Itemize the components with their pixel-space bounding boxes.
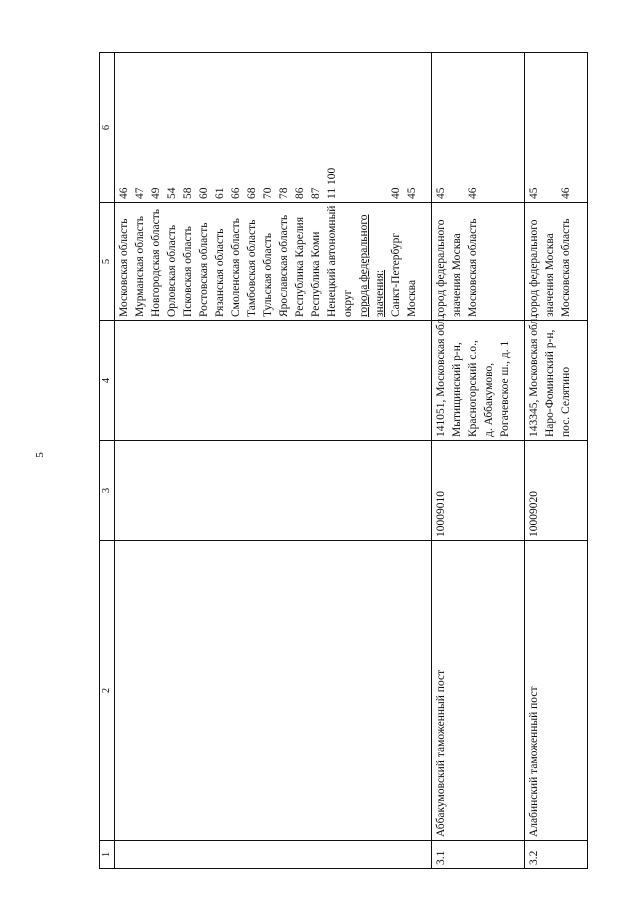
region-name: Псковская область	[182, 226, 194, 317]
table-row	[432, 53, 525, 869]
cell-region-codes	[525, 53, 588, 203]
region-name: Московская область	[467, 218, 479, 317]
region-code: 45	[406, 187, 418, 199]
region-name: Республика Карелия	[294, 216, 306, 317]
cell-region-codes	[115, 53, 432, 203]
region-code: 45	[435, 187, 447, 199]
address-line: д. Аббакумово,	[483, 362, 495, 437]
cell-code: 10009020	[525, 441, 588, 541]
header-col-5: 5	[100, 203, 115, 321]
header-col-6: 6	[100, 53, 115, 203]
cell-regions	[525, 203, 588, 321]
region-name: Новгородская область	[150, 208, 162, 317]
region-name: город федерального	[435, 219, 447, 317]
region-code: 60	[198, 187, 210, 199]
header-col-3: 3	[100, 441, 115, 541]
table-header-row	[100, 53, 115, 869]
cell-name: Алабинский таможенный пост	[525, 541, 588, 841]
region-name: Мурманская область	[134, 215, 146, 317]
region-code: 86	[294, 187, 306, 199]
spacer	[372, 56, 388, 199]
federal-cities-heading: города федерального	[358, 214, 370, 317]
region-name: Ярославская область	[278, 214, 290, 317]
cell-code: 10009010	[432, 441, 525, 541]
cell-region-codes	[432, 53, 525, 203]
spacer	[356, 56, 372, 199]
region-name: Орловская область	[166, 224, 178, 317]
address-line: Красногорский с.о.,	[467, 340, 479, 437]
address-line: Рогачевское ш., д. 1	[499, 340, 511, 437]
region-name: Москва	[406, 279, 418, 317]
region-code: 47	[134, 187, 146, 199]
region-code: 58	[182, 187, 194, 199]
region-code: 11 100	[326, 167, 338, 199]
cell-name: Аббакумовский таможенный пост	[432, 541, 525, 841]
address-line: 141051, Московская обл.,	[435, 312, 447, 437]
cell-address	[525, 312, 588, 441]
region-code: 45	[528, 187, 540, 199]
customs-posts-table	[99, 52, 588, 869]
spacer	[449, 56, 465, 199]
region-code: 49	[150, 187, 162, 199]
region-name: Ненецкий автономный	[326, 205, 338, 317]
address-line: Наро-Фоминский р-н,	[544, 329, 556, 437]
region-name: Московская область	[560, 218, 572, 317]
region-name: город федерального	[528, 219, 540, 317]
region-code: 66	[230, 187, 242, 199]
region-code: 54	[166, 187, 178, 199]
cell-num: 3.1	[432, 841, 525, 869]
region-code: 46	[467, 187, 479, 199]
region-name: Санкт-Петербург	[390, 232, 402, 317]
address-line: пос. Селятино	[560, 366, 572, 437]
address-line: Мытищинский р-н,	[451, 342, 463, 437]
header-col-1: 1	[100, 841, 115, 869]
region-name: Тамбовская область	[246, 219, 258, 317]
spacer	[542, 56, 558, 199]
region-name: значения Москва	[544, 233, 556, 317]
customs-posts-table-sheet	[99, 53, 593, 869]
region-name: Тульская область	[262, 233, 274, 317]
region-name: округ	[342, 289, 354, 317]
region-name: Ростовская область	[198, 222, 210, 317]
cell-address	[432, 312, 525, 441]
header-col-2: 2	[100, 541, 115, 841]
region-name: Рязанская область	[214, 228, 226, 317]
header-col-4: 4	[100, 321, 115, 441]
region-code: 68	[246, 187, 258, 199]
region-code: 70	[262, 187, 274, 199]
region-code: 61	[214, 187, 226, 199]
page-number: 5	[34, 452, 46, 458]
spacer	[340, 56, 356, 199]
region-name: Московская область	[118, 218, 130, 317]
region-name: значения Москва	[451, 233, 463, 317]
cell-num: 3.2	[525, 841, 588, 869]
table-row-continued	[115, 53, 432, 869]
cell-regions	[115, 203, 432, 321]
federal-cities-heading: значения:	[374, 269, 386, 317]
table-row	[525, 53, 588, 869]
cell-regions	[432, 203, 525, 321]
cell-code	[115, 441, 432, 541]
region-name: Республика Коми	[310, 231, 322, 317]
region-code: 46	[118, 187, 130, 199]
cell-name	[115, 541, 432, 841]
region-code: 78	[278, 187, 290, 199]
cell-num	[115, 841, 432, 869]
cell-address	[115, 321, 432, 441]
region-code: 46	[560, 187, 572, 199]
address-line: 143345, Московская обл.,	[528, 312, 540, 437]
region-name: Смоленская область	[230, 218, 242, 317]
region-code: 40	[390, 187, 402, 199]
region-code: 87	[310, 187, 322, 199]
